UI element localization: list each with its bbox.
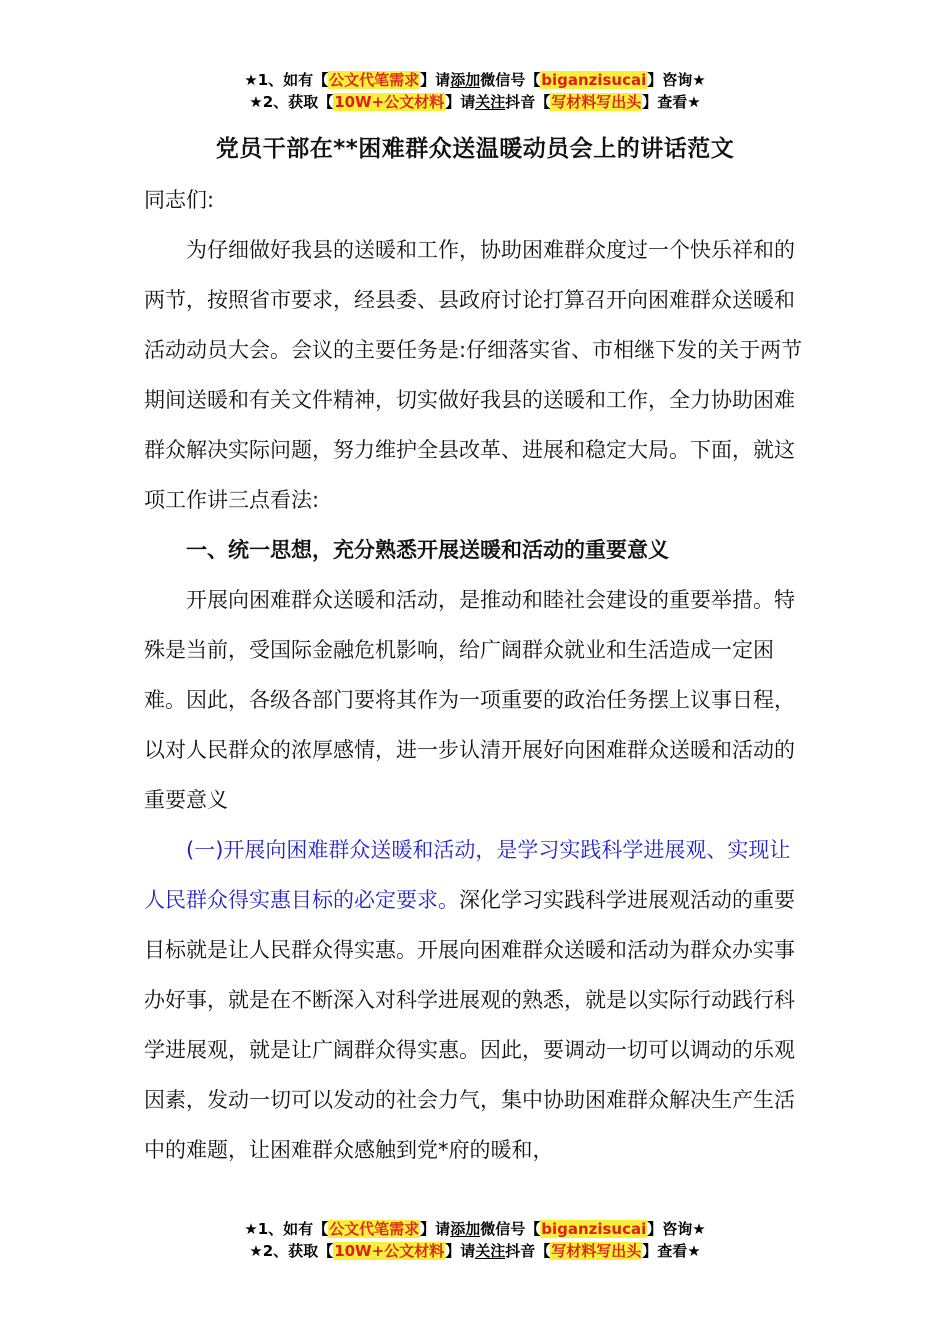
banner-text: ★2、获取【 <box>249 1242 334 1260</box>
section-heading-1: 一、统一思想，充分熟悉开展送暖和活动的重要意义 <box>186 538 669 562</box>
paragraph-2: 开展向困难群众送暖和活动，是推动和睦社会建设的重要举措。特殊是当前，受国际金融危机影响，给广阔群众就业和生活造成一定困难。因此，各级各部门要将其作为一项重要的政治任务摆上议事日程，以对人民群众的浓厚感情，进一步认清开展好向困难群众送暖和活动的重要意义 <box>144 588 795 812</box>
banner-line-2 <box>0 91 950 113</box>
banner-text: 】查看★ <box>642 1242 701 1260</box>
banner-underline: 添加 <box>450 1220 481 1238</box>
banner-text: ★1、如有【 <box>244 1220 329 1238</box>
banner-text: ★1、如有【 <box>244 71 329 89</box>
footer-banner <box>0 1218 950 1262</box>
banner-text: 】咨询★ <box>647 1220 706 1238</box>
banner-text: 】请 <box>445 1242 476 1260</box>
paragraph-3-text: 深化学习实践科学进展观活动的重要目标就是让人民群众得实惠。开展向困难群众送暖和活动为群众办实事办好事，就是在不断深入对科学进展观的熟悉，就是以实际行动践行科学进展观，就是让广阔群众得实惠。因此，要调动一切可以调动的乐观因素，发动一切可以发动的社会力气，集中协助困难群众解决生产生活中的难题，让困难群众感触到党*府的暖和， <box>144 888 795 1162</box>
subheading-1: (一)开展向困难群众送暖和活动，是学习实践科学进展观、实现让人民群众得实惠目标的必定要求。 <box>144 838 791 912</box>
header-banner <box>0 69 950 113</box>
banner-line-2 <box>0 1240 950 1262</box>
greeting: 同志们: <box>144 188 215 212</box>
banner-text: 】咨询★ <box>647 71 706 89</box>
document-body <box>144 175 809 1175</box>
banner-highlight: 写材料写出头 <box>551 1242 642 1260</box>
banner-text: 微信号【 <box>480 71 541 89</box>
banner-line-1 <box>0 69 950 91</box>
paragraph-1: 为仔细做好我县的送暖和工作，协助困难群众度过一个快乐祥和的两节，按照省市要求，经县委、县政府讨论打算召开向困难群众送暖和活动动员大会。会议的主要任务是:仔细落实省、市相继下发的关于两节期间送暖和有关文件精神，切实做好我县的送暖和工作，全力协助困难群众解决实际问题，努力维护全县改革、进展和稳定大局。下面，就这项工作讲三点看法: <box>144 238 803 512</box>
banner-underline: 添加 <box>450 71 481 89</box>
banner-line-1 <box>0 1218 950 1240</box>
banner-highlight: 公文代笔需求 <box>329 1220 420 1238</box>
banner-text: ★2、获取【 <box>249 93 334 111</box>
document-title: 党员干部在**困难群众送温暖动员会上的讲话范文 <box>215 136 735 162</box>
banner-text: 】请 <box>420 1220 451 1238</box>
banner-text: 】请 <box>445 93 476 111</box>
banner-highlight: biganzisucai <box>541 1220 647 1238</box>
banner-text: 抖音【 <box>505 93 551 111</box>
banner-underline: 关注 <box>475 93 506 111</box>
banner-highlight: 写材料写出头 <box>551 93 642 111</box>
banner-text: 抖音【 <box>505 1242 551 1260</box>
banner-highlight: 10W+公文材料 <box>334 1242 445 1260</box>
banner-text: 】请 <box>420 71 451 89</box>
banner-highlight: biganzisucai <box>541 71 647 89</box>
paragraph-3 <box>144 825 809 1175</box>
banner-underline: 关注 <box>475 1242 506 1260</box>
banner-text: 微信号【 <box>480 1220 541 1238</box>
banner-highlight: 10W+公文材料 <box>334 93 445 111</box>
banner-text: 】查看★ <box>642 93 701 111</box>
banner-highlight: 公文代笔需求 <box>329 71 420 89</box>
